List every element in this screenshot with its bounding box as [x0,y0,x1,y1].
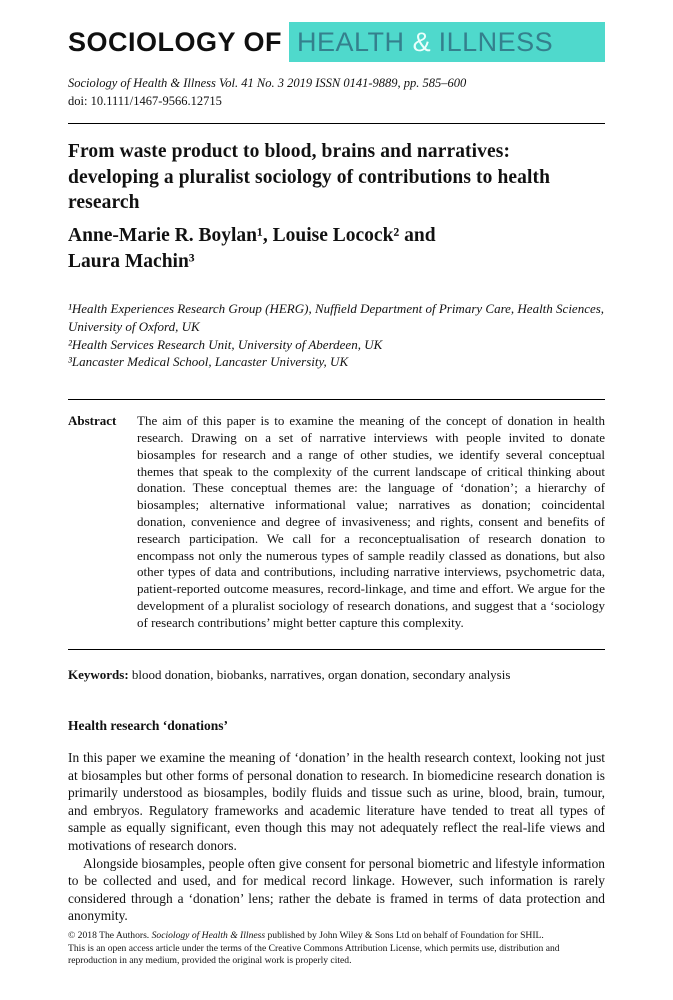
journal-masthead [68,22,605,62]
keywords-text: blood donation, biobanks, narratives, organ donation, secondary analysis [128,667,511,683]
article-title: From waste product to blood, brains and narratives: developing a pluralist sociology of contributions to health research [68,141,551,214]
license-line: This is an open access article under the terms of the Creative Commons Attribution License, which permits use, distribution and reproduction in any medium, provided the original work is properly cited. [68,942,560,967]
abstract-text: The aim of this paper is to examine the meaning of the concept of donation in health research. Drawing on a set of narrative interviews with people invited to donate biosamples for research and a range of other studies, we identify several conceptual themes that speak to the complexity of the current landscape of critical thinking about donation. These conceptual themes are: the language of ‘donation’; a hierarchy of biosamples; alternative informational value; narratives as donation; coincidental donation, convenience and degree of invasiveness; and rights, consent and benefits of research participation. We call for a reconceptualisation of research donation to encompass not only the numerous types of sample readily classed as donations, but also other types of data and contributions, including narrative interviews, psychometric data, patient-reported outcome measures, record-linkage, and time and effort. We argue for the development of a pluralist sociology of research donations, and suggest that a ‘sociology of research contributions’ might better capture this complexity. [137,413,605,630]
abstract-label: Abstract [68,413,117,429]
masthead-prefix: SOCIOLOGY OF [68,26,283,57]
masthead-health: HEALTH [297,26,405,57]
affiliation-2: ²Health Services Research Unit, University of Aberdeen, UK [68,336,383,352]
copyright-line [68,930,605,943]
masthead-ampersand: & [412,26,431,57]
copyright-journal-name: Sociology of Health & Illness [151,930,266,942]
affiliation-1: ¹Health Experiences Research Group (HERG), Nuffield Department of Primary Care, Health Sciences, University of Oxford, UK [68,300,605,334]
body-paragraph-2: Alongside biosamples, people often give consent for personal biometric and lifestyle information to be collected and used, and for medical record linkage. However, such information is rarely considered through a ‘donation’ lens; rather the debate is framed in terms of data protection and anonymity. [68,855,605,924]
section-heading: Health research ‘donations’ [68,718,228,734]
doi-line: doi: 10.1111/1467-9566.12715 [68,93,222,108]
divider-below-abstract [68,649,605,650]
copyright-footer [68,930,605,968]
divider-top [68,123,605,124]
affiliation-3: ³Lancaster Medical School, Lancaster University, UK [68,354,349,370]
journal-info [68,75,605,110]
author-list [68,223,605,274]
author-line-1: Anne-Marie R. Boylan¹, Louise Locock² and [68,225,436,247]
masthead-teal-banner [289,22,605,62]
copyright-suffix: published by John Wiley & Sons Ltd on behalf of Foundation for SHIL. [265,930,544,942]
journal-citation: Sociology of Health & Illness Vol. 41 No. 3 2019 ISSN 0141-9889, pp. 585–600 [68,76,467,90]
affiliations [68,300,605,372]
keywords-line [68,667,605,684]
abstract-section [68,413,605,631]
body-text [68,749,605,924]
divider-above-abstract [68,399,605,400]
body-paragraph-1: In this paper we examine the meaning of ‘donation’ in the health research context, looking not just at biosamples but other forms of personal donation to research. In biomedicine research donation is primarily understood as biosamples, bodily fluids and tissue such as urine, blood, brain, tumour, and embryos. Regulatory frameworks and academic literature have tended to treat all types of sample as equally significant, even though this may not adequately reflect the real-life views and motivations of research donors. [68,750,605,853]
author-line-2: Laura Machin³ [68,250,195,272]
keywords-label: Keywords: [68,667,129,683]
masthead-illness: ILLNESS [438,26,554,57]
copyright-prefix: © 2018 The Authors. [68,930,152,942]
